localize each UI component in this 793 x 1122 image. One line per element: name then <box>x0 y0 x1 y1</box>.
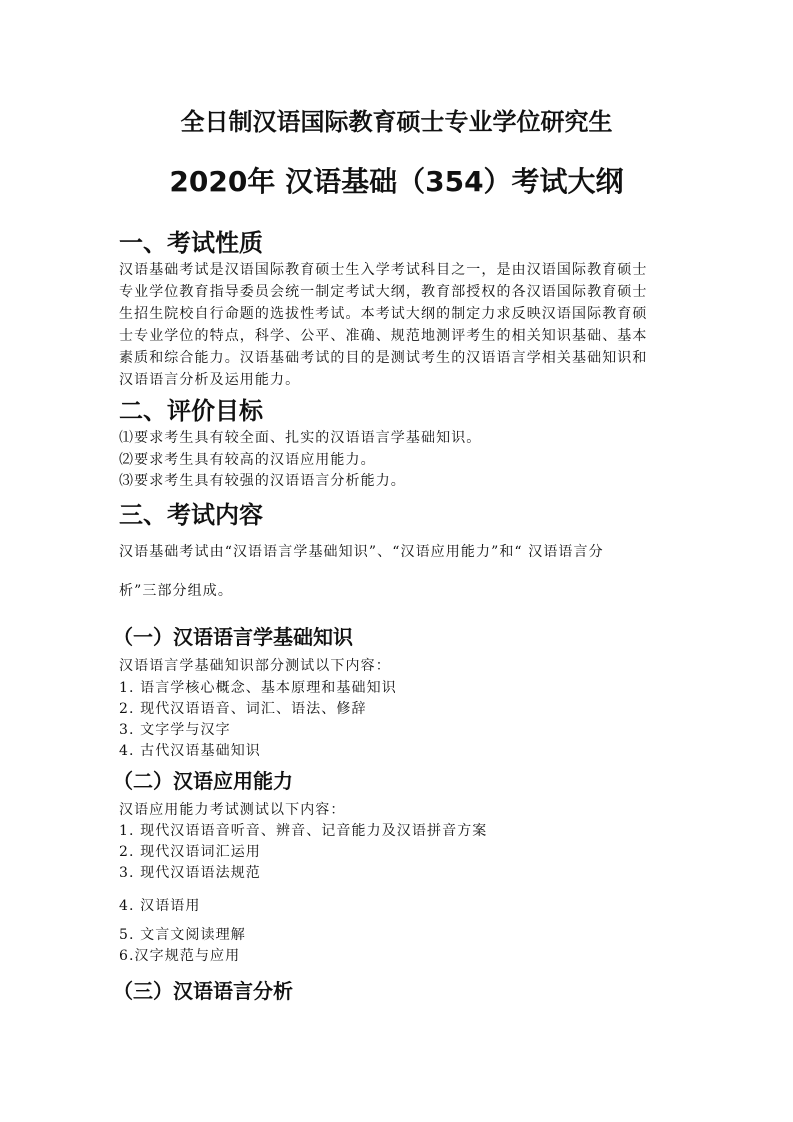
list-item: 4. 汉语语用 <box>119 898 201 914</box>
list-item: 1. 语言学核心概念、基本原理和基础知识 <box>119 680 397 696</box>
list-item: ⑶要求考生具有较强的汉语语言分析能力。 <box>119 473 406 489</box>
list-item: 6.汉字规范与应用 <box>119 948 241 964</box>
list-item: 3. 现代汉语语法规范 <box>119 865 261 881</box>
list-item: 2. 现代汉语语音、词汇、语法、修辞 <box>119 701 367 717</box>
section-heading-nature: 一、考试性质 <box>119 229 263 257</box>
list-item: ⑵要求考生具有较高的汉语应用能力。 <box>119 452 376 468</box>
list-item: 4. 古代汉语基础知识 <box>119 743 261 759</box>
subsection-heading: （二）汉语应用能力 <box>113 769 293 793</box>
paragraph-line: 析”三部分组成。 <box>119 583 233 599</box>
paragraph-line: 汉语基础考试是汉语国际教育硕士生入学考试科目之一，是由汉语国际教育硕士 <box>119 262 648 278</box>
paragraph-line: 汉语应用能力考试测试以下内容： <box>119 802 346 818</box>
paragraph-line: 士专业学位的特点，科学、公平、准确、规范地测评考生的相关知识基础、基本 <box>119 328 648 344</box>
paragraph-line: 汉语基础考试由“汉语语言学基础知识”、“汉语应用能力”和“ 汉语语言分 <box>119 544 604 560</box>
paragraph-line: 汉语语言学基础知识部分测试以下内容： <box>119 658 391 674</box>
paragraph-line: 素质和综合能力。汉语基础考试的目的是测试考生的汉语语言学相关基础知识和 <box>119 350 648 366</box>
paragraph-line: 生招生院校自行命题的选拔性考试。本考试大纲的制定力求反映汉语国际教育硕 <box>119 306 648 322</box>
list-item: 1. 现代汉语语音听音、辨音、记音能力及汉语拼音方案 <box>119 823 488 839</box>
list-item: ⑴要求考生具有较全面、扎实的汉语语言学基础知识。 <box>119 430 482 446</box>
subsection-heading: （三）汉语语言分析 <box>113 979 293 1003</box>
subsection-heading: （一）汉语语言学基础知识 <box>113 625 353 649</box>
list-item: 3. 文字学与汉字 <box>119 722 231 738</box>
paragraph-line: 汉语语言分析及运用能力。 <box>119 372 301 388</box>
document-subtitle: 2020年 汉语基础（354）考试大纲 <box>169 165 624 198</box>
list-item: 5. 文言文阅读理解 <box>119 927 246 943</box>
list-item: 2. 现代汉语词汇运用 <box>119 844 261 860</box>
document-title: 全日制汉语国际教育硕士专业学位研究生 <box>180 108 613 136</box>
section-heading-goals: 二、评价目标 <box>119 397 263 425</box>
section-heading-content: 三、考试内容 <box>119 501 263 529</box>
paragraph-line: 专业学位教育指导委员会统一制定考试大纲，教育部授权的各汉语国际教育硕士 <box>119 284 648 300</box>
